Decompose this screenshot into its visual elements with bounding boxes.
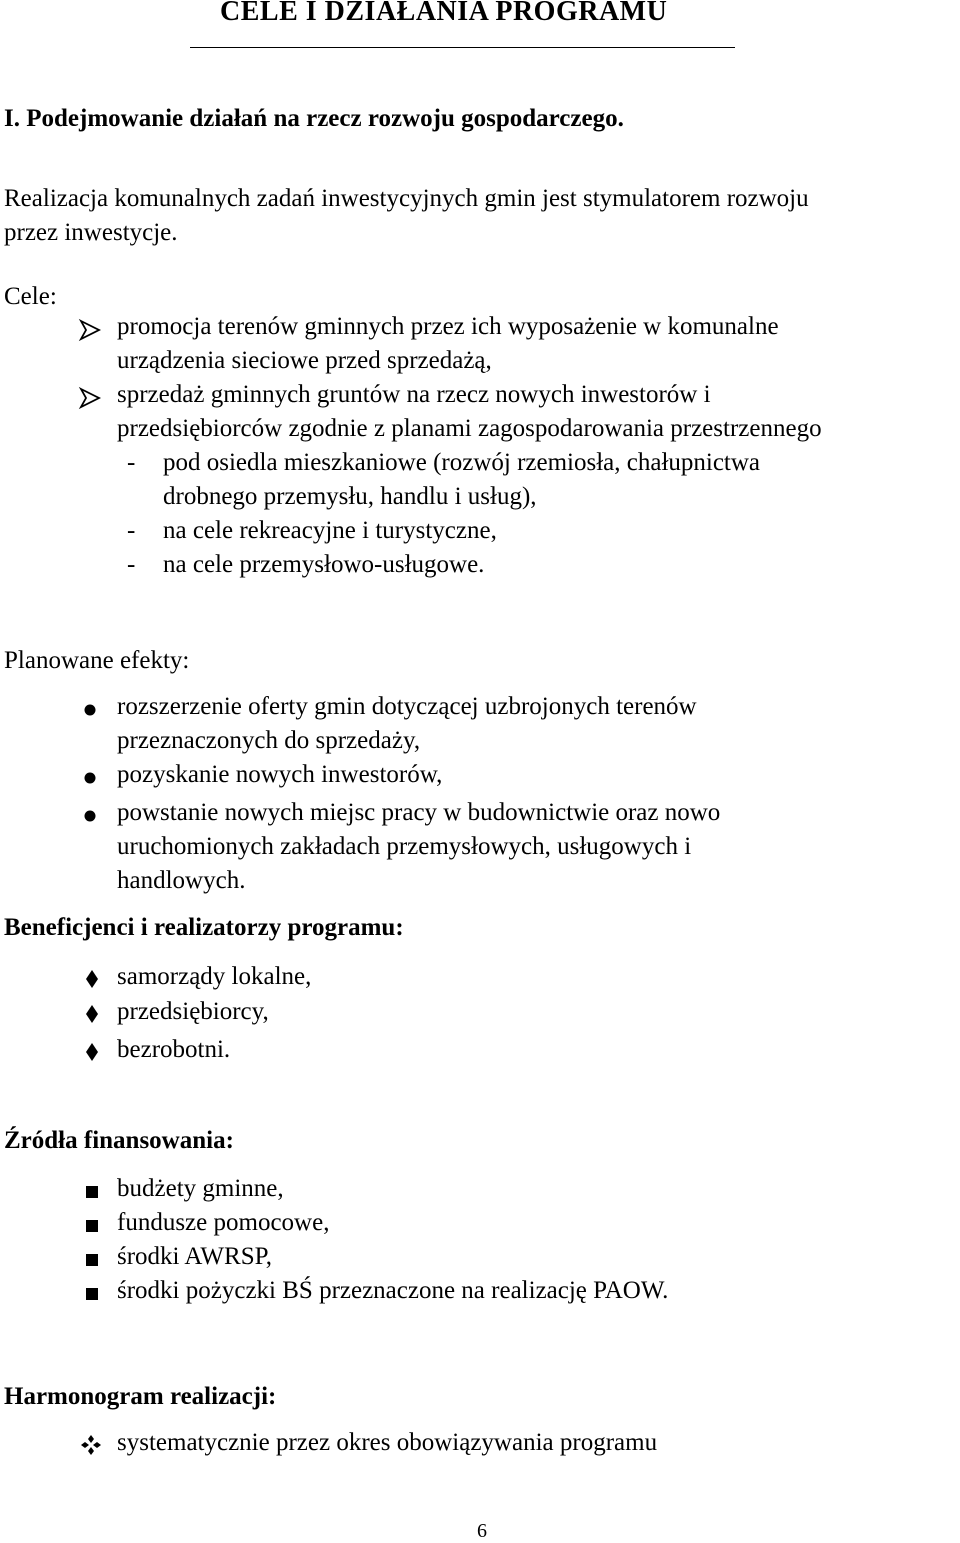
efekty-item-3-line-1: powstanie nowych miejsc pracy w budownictwie oraz nowo <box>117 799 721 826</box>
dash-item-1-line-2: drobnego przemysłu, handlu i usług), <box>163 483 537 510</box>
square-bullet-icon <box>80 1282 104 1306</box>
square-bullet-icon <box>80 1248 104 1272</box>
dash-marker: - <box>127 551 136 578</box>
zrodla-item-2: fundusze pomocowe, <box>117 1209 330 1236</box>
title-underline <box>190 47 735 48</box>
square-bullet-icon <box>80 1214 104 1238</box>
intro-line-1: Realizacja komunalnych zadań inwestycyjnych gmin jest stymulatorem rozwoju <box>4 185 809 212</box>
efekty-item-2: pozyskanie nowych inwestorów, <box>117 761 443 788</box>
diamond-bullet-icon <box>80 967 104 991</box>
zrodla-label: Źródła finansowania: <box>4 1127 234 1154</box>
dash-item-2: na cele rekreacyjne i turystyczne, <box>163 517 497 544</box>
square-bullet-icon <box>80 1180 104 1204</box>
harmonogram-item-1: systematycznie przez okres obowiązywania programu <box>117 1429 658 1456</box>
zrodla-item-1: budżety gminne, <box>117 1175 284 1202</box>
page-title: CELE I DZIAŁANIA PROGRAMU <box>220 0 668 27</box>
page-number: 6 <box>477 1520 487 1542</box>
cele-label: Cele: <box>4 283 57 310</box>
beneficjenci-item-2: przedsiębiorcy, <box>117 998 269 1025</box>
four-diamond-bullet-icon <box>79 1433 103 1457</box>
efekty-label: Planowane efekty: <box>4 647 190 674</box>
dash-item-3: na cele przemysłowo-usługowe. <box>163 551 485 578</box>
beneficjenci-item-3: bezrobotni. <box>117 1036 231 1063</box>
diamond-bullet-icon <box>80 1040 104 1064</box>
efekty-item-1-line-2: przeznaczonych do sprzedaży, <box>117 727 421 754</box>
zrodla-item-3: środki AWRSP, <box>117 1243 272 1270</box>
cele-item-2-line-1: sprzedaż gminnych gruntów na rzecz nowych inwestorów i <box>117 381 711 408</box>
zrodla-item-4: środki pożyczki BŚ przeznaczone na realizację PAOW. <box>117 1277 669 1304</box>
bullet-dot-icon <box>78 698 102 722</box>
dash-marker: - <box>127 517 136 544</box>
harmonogram-label: Harmonogram realizacji: <box>4 1383 277 1410</box>
cele-item-2-line-2: przedsiębiorców zgodnie z planami zagospodarowania przestrzennego <box>117 415 822 442</box>
beneficjenci-item-1: samorządy lokalne, <box>117 963 312 990</box>
efekty-item-3-line-2: uruchomionych zakładach przemysłowych, usługowych i <box>117 833 692 860</box>
arrowhead-icon <box>78 318 102 342</box>
beneficjenci-label: Beneficjenci i realizatorzy programu: <box>4 914 404 941</box>
efekty-item-1-line-1: rozszerzenie oferty gmin dotyczącej uzbrojonych terenów <box>117 693 697 720</box>
bullet-dot-icon <box>78 766 102 790</box>
bullet-dot-icon <box>78 804 102 828</box>
arrowhead-icon <box>78 386 102 410</box>
dash-item-1-line-1: pod osiedla mieszkaniowe (rozwój rzemiosła, chałupnictwa <box>163 449 761 476</box>
cele-item-1-line-2: urządzenia sieciowe przed sprzedażą, <box>117 347 492 374</box>
intro-line-2: przez inwestycje. <box>4 219 178 246</box>
efekty-item-3-line-3: handlowych. <box>117 867 246 894</box>
section-heading: I. Podejmowanie działań na rzecz rozwoju gospodarczego. <box>4 105 624 132</box>
diamond-bullet-icon <box>80 1002 104 1026</box>
dash-marker: - <box>127 449 136 476</box>
cele-item-1-line-1: promocja terenów gminnych przez ich wyposażenie w komunalne <box>117 313 779 340</box>
